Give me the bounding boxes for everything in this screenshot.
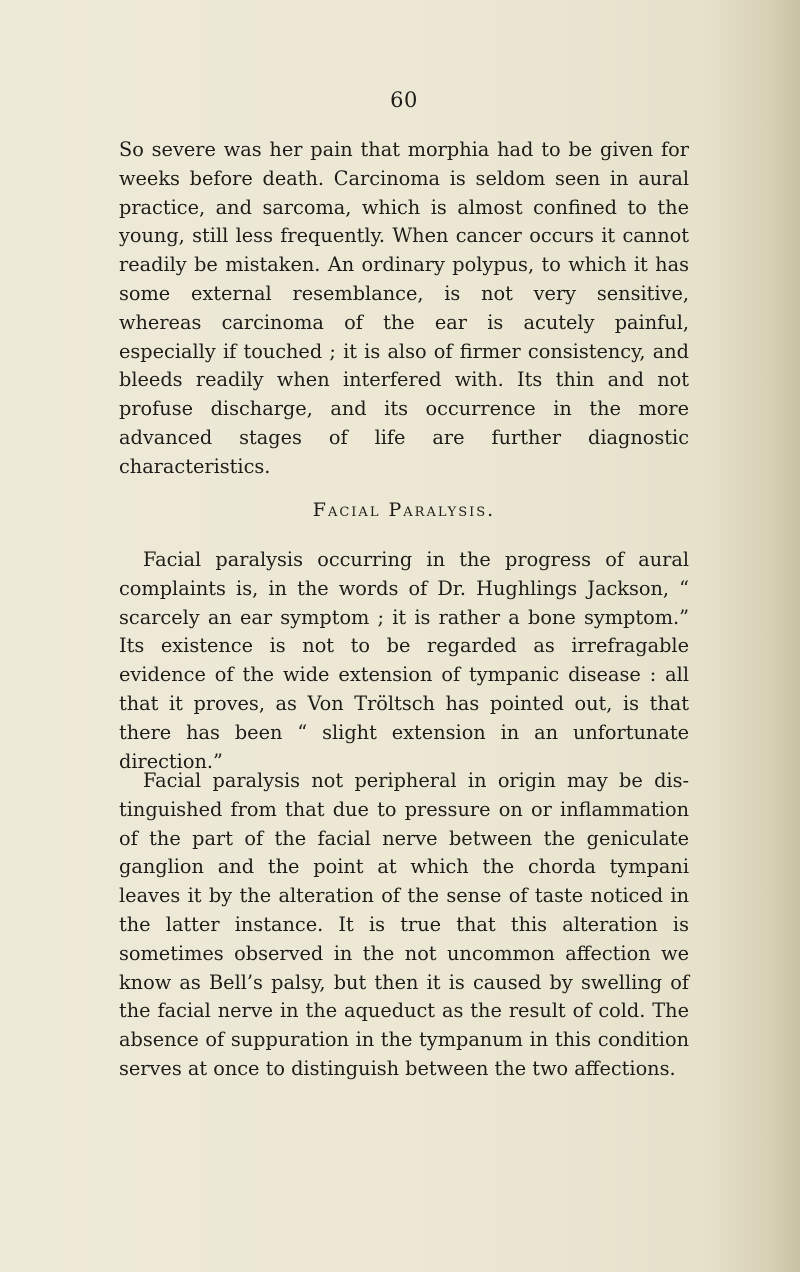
page-number: 60 [390, 88, 418, 112]
paragraph-carcinoma: So severe was her pain that morphia had to be given for weeks before death. Carcinoma is seldom seen in aural practice, and sarcoma, which is almost confined to the young, still less frequently. When cancer occurs it cannot readily be mistaken. An ordinary polypus, to which it has some external resemblance, is not very sensitive, whereas carcinoma of the ear is acutely painful, especially if touched ; it is also of firmer consistency, and bleeds readily when interfered with. Its thin and not profuse discharge, and its occurrence in the more advanced stages of life are further diagnostic characteristics. [119, 138, 689, 478]
section-heading: Facial Paralysis. [312, 499, 496, 521]
paragraph-facial-paralysis-distinction: Facial paralysis not peripheral in origin may be distinguished from that due to pressure on or inflammation of the part of the facial nerve between the geniculate ganglion and the point at which the chorda tympani leaves it by the alteration of the sense of taste noticed in the latter instance. It is true that this alteration is sometimes observed in the not uncommon affection we know as Bell’s palsy, but then it is caused by swelling of the facial nerve in the aqueduct as the result of cold. The absence of suppuration in the tympanum in this condition serves at once to distinguish between the two affections. [119, 769, 689, 1080]
paragraph-facial-paralysis-intro: Facial paralysis occurring in the progress of aural complaints is, in the words of Dr. Hughlings Jackson, “ scarcely an ear symptom ; it is rather a bone symptom.” Its existence is not to be regarded as irrefragable evidence of the wide extension of tympanic disease : all that it proves, as Von Tröltsch has pointed out, is that there has been “ slight extension in an unfortunate direction.” [119, 548, 689, 773]
